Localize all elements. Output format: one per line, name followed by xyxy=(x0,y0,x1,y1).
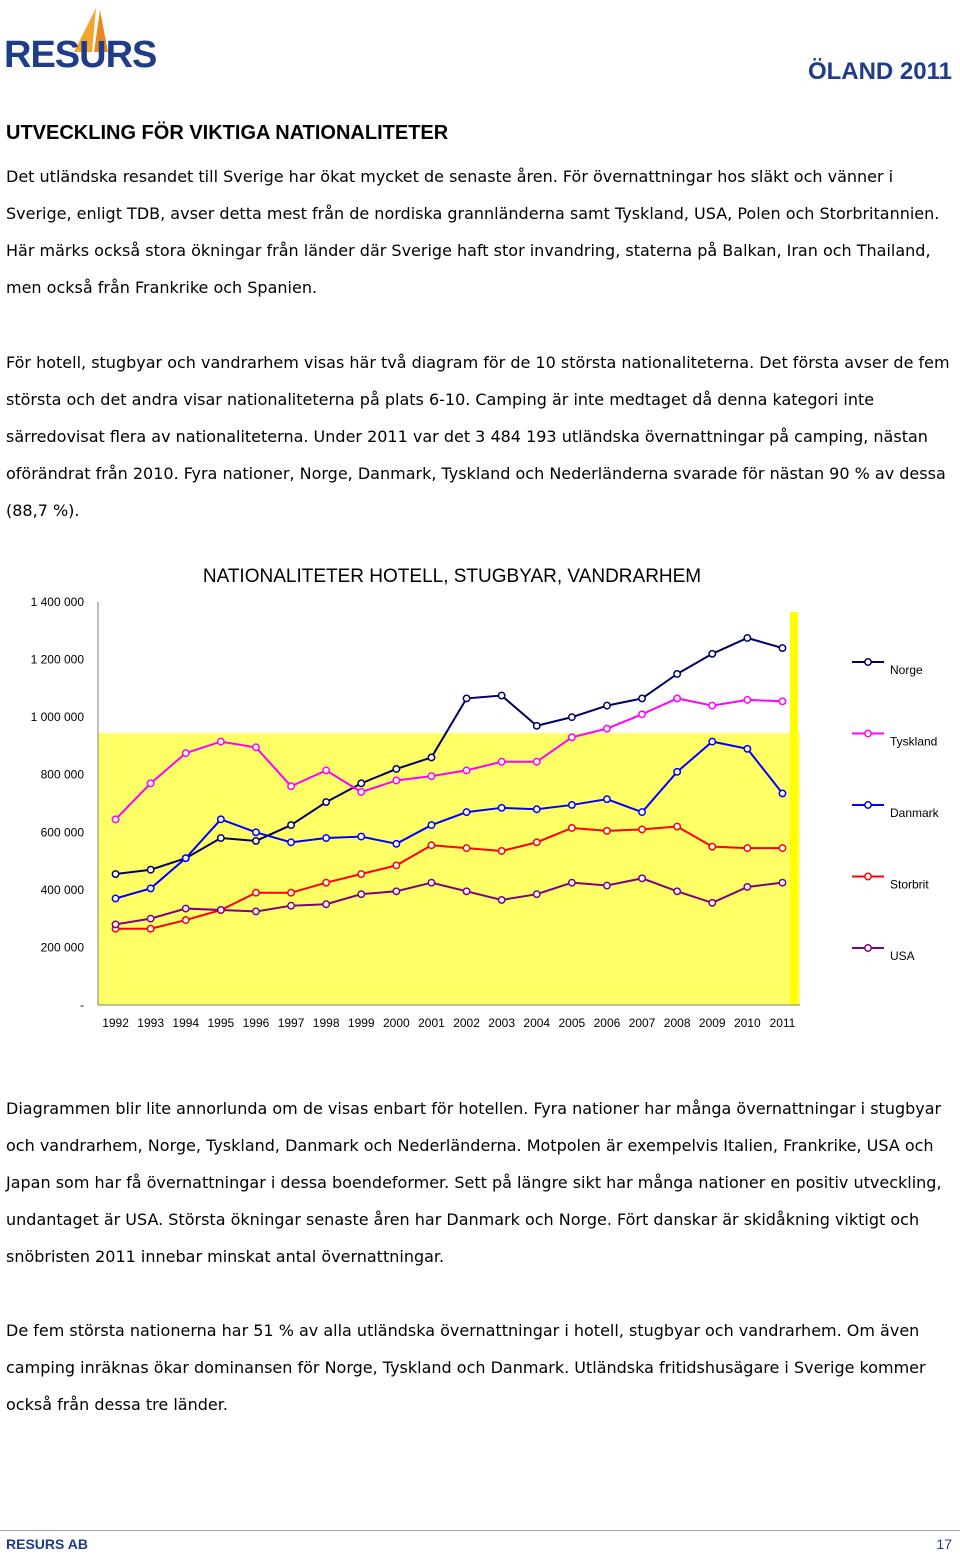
data-point xyxy=(358,891,364,897)
data-point xyxy=(639,875,645,881)
data-point xyxy=(183,917,189,923)
x-tick-label: 2007 xyxy=(628,1016,656,1030)
data-point xyxy=(147,885,153,891)
footer-divider xyxy=(0,1530,960,1531)
data-point xyxy=(639,809,645,815)
data-point xyxy=(744,884,750,890)
legend-marker xyxy=(865,873,871,879)
data-point xyxy=(674,888,680,894)
data-point xyxy=(534,759,540,765)
data-point xyxy=(147,926,153,932)
data-point xyxy=(674,695,680,701)
data-point xyxy=(147,780,153,786)
data-point xyxy=(288,902,294,908)
data-point xyxy=(358,833,364,839)
data-point xyxy=(288,890,294,896)
data-point xyxy=(779,845,785,851)
footer-company: RESURS AB xyxy=(6,1536,88,1552)
legend-marker xyxy=(865,945,871,951)
data-point xyxy=(498,759,504,765)
x-tick-label: 2001 xyxy=(418,1016,445,1030)
y-axis xyxy=(31,595,85,1012)
data-point xyxy=(498,805,504,811)
document-title: ÖLAND 2011 xyxy=(807,58,952,85)
data-point xyxy=(253,838,259,844)
data-point xyxy=(183,750,189,756)
y-tick-label: 600 000 xyxy=(40,825,84,840)
y-tick-label: 400 000 xyxy=(40,882,84,897)
y-tick-label: 200 000 xyxy=(40,940,84,955)
x-tick-label: 2009 xyxy=(698,1016,726,1030)
data-point xyxy=(779,790,785,796)
data-point xyxy=(253,829,259,835)
data-point xyxy=(393,841,399,847)
data-point xyxy=(604,725,610,731)
data-point xyxy=(288,822,294,828)
x-tick-label: 2006 xyxy=(593,1016,621,1030)
plot-edge-bar xyxy=(790,612,798,1005)
legend-label: Storbrit xyxy=(890,877,929,892)
data-point xyxy=(253,744,259,750)
x-tick-label: 1995 xyxy=(207,1016,235,1030)
data-point xyxy=(604,882,610,888)
data-point xyxy=(709,900,715,906)
x-tick-label: 1992 xyxy=(102,1016,129,1030)
data-point xyxy=(463,888,469,894)
data-point xyxy=(709,702,715,708)
data-point xyxy=(569,879,575,885)
x-tick-label: 1996 xyxy=(242,1016,270,1030)
data-point xyxy=(744,746,750,752)
paragraph-hotels: För hotell, stugbyar och vandrarhem visas här två diagram för de 10 största nationaliteterna. Det första avser de fem största och det andra visar nationaliteterna på plats 6-10. Camping är inte medtaget då denna kategori inte särredovisat flera av nationaliteterna. Under 2011 var det 3 484 193 utländska övernattningar på camping, nästan oförändrat från 2010. Fyra nationer, Norge, Danmark, Tyskland och Nederländerna svarade för nästan 90 % av dessa (88,7 %). xyxy=(6,353,950,520)
chart-plot-area xyxy=(98,602,800,1005)
data-point xyxy=(112,921,118,927)
x-tick-label: 2003 xyxy=(488,1016,516,1030)
legend-label: Norge xyxy=(890,663,923,677)
data-point xyxy=(779,879,785,885)
data-point xyxy=(463,845,469,851)
data-point xyxy=(674,671,680,677)
section-heading: UTVECKLING FÖR VIKTIGA NATIONALITETER xyxy=(6,122,449,144)
y-tick-label: - xyxy=(80,998,84,1012)
x-tick-label: 2002 xyxy=(453,1016,480,1030)
data-point xyxy=(463,695,469,701)
x-tick-label: 2005 xyxy=(558,1016,586,1030)
data-point xyxy=(393,777,399,783)
data-point xyxy=(428,773,434,779)
chart-title: NATIONALITETER HOTELL, STUGBYAR, VANDRARHEM xyxy=(202,566,702,587)
data-point xyxy=(358,789,364,795)
data-point xyxy=(709,843,715,849)
paragraph-hotels-only: Diagrammen blir lite annorlunda om de visas enbart för hotellen. Fyra nationer har många övernattningar i stugbyar och vandrarhem, Norge, Tyskland, Danmark och Nederländerna. Motpolen är exempelvis Italien, Frankrike, USA och Japan som har få övernattningar i dessa boendeformer. Sett på längre sikt har många nationer en positiv utveckling, undantaget är USA. Största ökningar senaste åren har Danmark och Norge. Fört danskar är skidåkning viktigt och snöbristen 2011 innebar minskat antal övernattningar. xyxy=(6,1099,942,1266)
legend-marker xyxy=(865,730,871,736)
data-point xyxy=(639,695,645,701)
data-point xyxy=(709,738,715,744)
data-point xyxy=(323,799,329,805)
data-point xyxy=(218,738,224,744)
x-tick-label: 2011 xyxy=(769,1016,796,1030)
y-tick-label: 1 000 000 xyxy=(30,710,84,725)
data-point xyxy=(288,839,294,845)
resurs-logo xyxy=(4,4,157,84)
legend-label: USA xyxy=(890,949,915,963)
data-point xyxy=(744,845,750,851)
data-point xyxy=(744,697,750,703)
nationality-line-chart xyxy=(0,550,960,1050)
data-point xyxy=(674,769,680,775)
data-point xyxy=(709,651,715,657)
paragraph-intro: Det utländska resandet till Sverige har ökat mycket de senaste åren. För övernattningar hos släkt och vänner i Sverige, enligt TDB, avser detta mest från de nordiska grannländerna samt Tyskland, USA, Polen och Storbritannien. Här märks också stora ökningar från länder där Sverige haft stor invandring, staterna på Balkan, Iran och Thailand, men också från Frankrike och Spanien. xyxy=(6,167,940,297)
data-point xyxy=(604,828,610,834)
data-point xyxy=(779,698,785,704)
x-tick-label: 1999 xyxy=(347,1016,375,1030)
data-point xyxy=(323,767,329,773)
x-tick-label: 1997 xyxy=(277,1016,305,1030)
data-point xyxy=(288,783,294,789)
data-point xyxy=(112,816,118,822)
x-tick-label: 2000 xyxy=(382,1016,410,1030)
x-tick-label: 1994 xyxy=(172,1016,200,1030)
chart-legend xyxy=(842,632,952,1012)
data-point xyxy=(569,802,575,808)
data-point xyxy=(112,895,118,901)
data-point xyxy=(358,780,364,786)
data-point xyxy=(639,711,645,717)
data-point xyxy=(393,888,399,894)
data-point xyxy=(218,907,224,913)
data-point xyxy=(534,839,540,845)
data-point xyxy=(569,714,575,720)
data-point xyxy=(253,890,259,896)
data-point xyxy=(534,806,540,812)
data-point xyxy=(569,825,575,831)
data-point xyxy=(323,879,329,885)
paragraph-top-five: De fem största nationerna har 51 % av alla utländska övernattningar i hotell, stugbyar och vandrarhem. Om även camping inräknas ökar dominansen för Norge, Tyskland och Danmark. Utländska fritidshusägare i Sverige kommer också från dessa tre länder. xyxy=(6,1321,926,1414)
data-point xyxy=(323,901,329,907)
x-axis xyxy=(102,1016,795,1030)
data-point xyxy=(779,645,785,651)
data-point xyxy=(428,879,434,885)
data-point xyxy=(498,897,504,903)
data-point xyxy=(393,862,399,868)
data-point xyxy=(253,908,259,914)
y-tick-label: 1 400 000 xyxy=(30,595,84,609)
legend-label: Tyskland xyxy=(890,734,938,749)
x-tick-label: 1998 xyxy=(312,1016,340,1030)
data-point xyxy=(604,702,610,708)
data-point xyxy=(183,905,189,911)
data-point xyxy=(147,867,153,873)
data-point xyxy=(428,754,434,760)
page-number: 17 xyxy=(936,1536,952,1552)
data-point xyxy=(218,835,224,841)
data-point xyxy=(569,734,575,740)
data-point xyxy=(639,826,645,832)
data-point xyxy=(534,891,540,897)
legend-marker xyxy=(865,659,871,665)
data-point xyxy=(323,835,329,841)
data-point xyxy=(428,822,434,828)
data-point xyxy=(147,915,153,921)
data-point xyxy=(498,848,504,854)
data-point xyxy=(534,723,540,729)
legend-marker xyxy=(865,802,871,808)
data-point xyxy=(183,855,189,861)
data-point xyxy=(358,871,364,877)
data-point xyxy=(604,796,610,802)
x-tick-label: 1993 xyxy=(137,1016,165,1030)
data-point xyxy=(112,871,118,877)
data-point xyxy=(393,766,399,772)
data-point xyxy=(218,816,224,822)
logo-text: RESURS xyxy=(4,34,157,76)
data-point xyxy=(428,842,434,848)
data-point xyxy=(463,809,469,815)
data-point xyxy=(744,635,750,641)
data-point xyxy=(463,767,469,773)
y-tick-label: 1 200 000 xyxy=(30,652,84,667)
data-point xyxy=(498,692,504,698)
data-point xyxy=(674,823,680,829)
x-tick-label: 2010 xyxy=(733,1016,761,1030)
y-tick-label: 800 000 xyxy=(40,767,84,782)
legend-label: Danmark xyxy=(890,806,939,820)
x-tick-label: 2004 xyxy=(523,1016,551,1030)
x-tick-label: 2008 xyxy=(663,1016,691,1030)
